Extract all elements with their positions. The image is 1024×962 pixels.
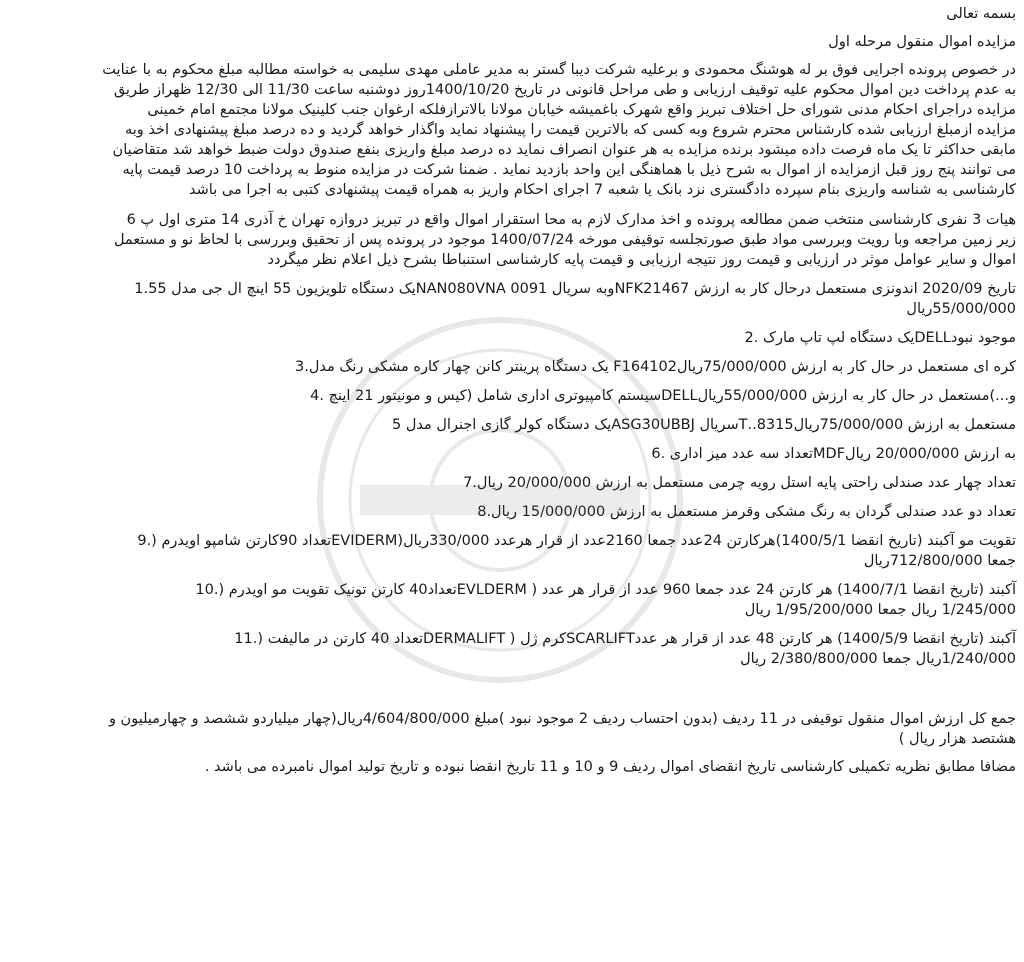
list-item [8, 328, 1016, 348]
footer-note: مضافا مطابق نظریه تکمیلی کارشناسی تاریخ انقضای اموال ردیف 9 و 10 و 11 تاریخ انقضا نبوده و تاریخ تولید اموال نامبرده می باشد . [204, 759, 1016, 775]
item-line: 1/240/000ریال جمعا 2/380/800/000 ریال [740, 651, 1016, 667]
page-title: مزایده اموال منقول مرحله اول [828, 34, 1016, 50]
list-item [8, 473, 1016, 493]
intro-line: مزایده ازمبلغ ارزیابی شده کارشناس محترم شروع وبه کسی که بالاترین قیمت را پیشنهاد نماید واگذار خواهد گردید و ده درصد مبلغ پیشنهادی اخذ وبه [125, 122, 1016, 138]
total-line: هشتصد هزار ریال ) [898, 731, 1016, 747]
item-line: 55/000/000ریال [906, 301, 1016, 317]
item-line: و...)مستعمل در حال کار به ارزش 55/000/000ریالDELLسیستم کامپیوتری اداری شامل (کیس و مونیتور 21 اینچ .4 [310, 388, 1016, 404]
item-line: تعداد دو عدد صندلی گردان به رنگ مشکی وقرمز مستعمل به ارزش 15/000/000 ریال.8 [477, 504, 1016, 520]
list-item [8, 415, 1016, 435]
list-item [8, 386, 1016, 406]
experts-line: اموال و سایر عوامل موثر در ارزیابی و قیمت روز نتیجه ارزیابی و قیمت پایه کارشناسی استنباطا بشرح ذیل اعلام نظر میگردد [267, 252, 1016, 268]
list-item [8, 629, 1016, 669]
heading: بسمه تعالی [946, 6, 1016, 22]
item-line: مستعمل به ارزش 75/000/000ریال8315..Tسریال ASG30UBBJیک دستگاه کولر گازی اجنرال مدل 5 [392, 417, 1016, 433]
item-line: تاریخ 2020/09 اندونزی مستعمل درحال کار به ارزش NFK21467وبه سریال NAN080VNA 0091یک دستگاه تلویزیون 55 اینچ ال جی مدل 1.55 [134, 281, 1016, 297]
item-line: تعداد چهار عدد صندلی راحتی پایه استل رویه چرمی مستعمل به ارزش 20/000/000 ریال.7 [463, 475, 1016, 491]
intro-line: مابقی حداکثر تا یک ماه فرصت داده میشود برنده مزایده به هر عنوان انصراف نماید ده درصد مبلغ واریزی بنفع صندوق دولت ضبط خواهد شد متقاضیان [112, 142, 1016, 158]
item-line: تقویت مو آکبند (تاریخ انقضا 1400/5/1)هرکارتن 24عدد جمعا 2160عدد از قرار هرعدد 330/000ریال(EVIDERMتعداد 90کارتن شامپو اویدرم (.9 [137, 533, 1016, 549]
intro-line: می توانند پنج روز قبل ازمزایده از اموال به شرح ذیل با هماهنگی این واحد بازدید نماید . ضمنا شرکت در مزایده منوط به پرداخت 10 درصد قیمت پایه [122, 162, 1016, 178]
item-line: کره ای مستعمل در حال کار به ارزش 75/000/000ریالF164102 یک دستگاه پرینتر کانن چهار کاره مشکی رنگ مدل.3 [295, 359, 1016, 375]
list-item [8, 279, 1016, 319]
item-line: به ارزش 20/000/000 ریالMDFتعداد سه عدد میز اداری .6 [651, 446, 1016, 462]
item-line: آکبند (تاریخ انقضا 1400/5/9) هر کارتن 48 عدد از قرار هر عددSCARLIFTکرم ژل ( DERMALIFTتعداد 40 کارتن در مالیفت (.11 [234, 631, 1016, 647]
intro-line: مزایده دراجرای احکام مدنی شورای حل اختلاف تبریز واقع شهرک باغمیشه خیابان مولانا بالاترازفلکه ارغوان جنب کلینیک مولانا مجتمع امام خمینی [147, 102, 1016, 118]
intro-line: کارشناسی به شناسه واریزی بنام سپرده دادگستری نزد بانک یا شعبه 7 اجرای احکام واریز به همراه قیمت پیشنهادی کتبی به اجرا می باشد [189, 182, 1016, 198]
list-item [8, 444, 1016, 464]
intro-paragraph [8, 60, 1016, 200]
experts-paragraph [8, 210, 1016, 270]
items-list [8, 279, 1016, 669]
item-line: 1/245/000 ریال جمعا 1/95/200/000 ریال [744, 602, 1016, 618]
item-line: آکبند (تاریخ انقضا 1400/7/1) هر کارتن 24 عدد جمعا 960 عدد از قرار هر عدد ( EVLDERMتعداد40 کارتن تونیک تقویت مو اویدرم (.10 [195, 582, 1016, 598]
total-paragraph [8, 709, 1016, 749]
list-item [8, 357, 1016, 377]
experts-line: هیات 3 نفری کارشناسی منتخب ضمن مطالعه پرونده و اخذ مدارک لازم به محا استقرار اموال واقع در تبریز دروازه تهران خ آذری 14 متری اول پ 6 [126, 212, 1016, 228]
list-item [8, 531, 1016, 571]
intro-line: در خصوص پرونده اجرایی فوق بر له هوشنگ محمودی و برعلیه شرکت دیبا گستر به مدیر عاملی مهدی سلیمی به خواسته مطالبه مبلغ محکوم به با عنایت [102, 62, 1016, 78]
item-line: موجود نبودDELLیک دستگاه لپ تاپ مارک .2 [744, 330, 1016, 346]
intro-line: به عدم پرداخت دین اموال محکوم علیه توقیف ارزیابی و طی مراحل قانونی در تاریخ 1400/10/20روز دوشنبه ساعت 11/30 الی 12/30 ظهراز طریق [113, 82, 1016, 98]
list-item [8, 580, 1016, 620]
list-item [8, 502, 1016, 522]
total-line: جمع کل ارزش اموال منقول توقیفی در 11 ردیف (بدون احتساب ردیف 2 موجود نبود )مبلغ 4/604/800/000ریال(چهار میلیاردو ششصد و چهارمیلیون و [108, 711, 1016, 727]
experts-line: زیر زمین مراجعه وبا رویت وبررسی مواد طبق صورتجلسه توقیفی مورخه 1400/07/24 موجود در پرونده پس از تحقیق وبررسی با لحاظ نو و مستعمل [113, 232, 1016, 248]
item-line: جمعا 712/800/000ریال [863, 553, 1016, 569]
